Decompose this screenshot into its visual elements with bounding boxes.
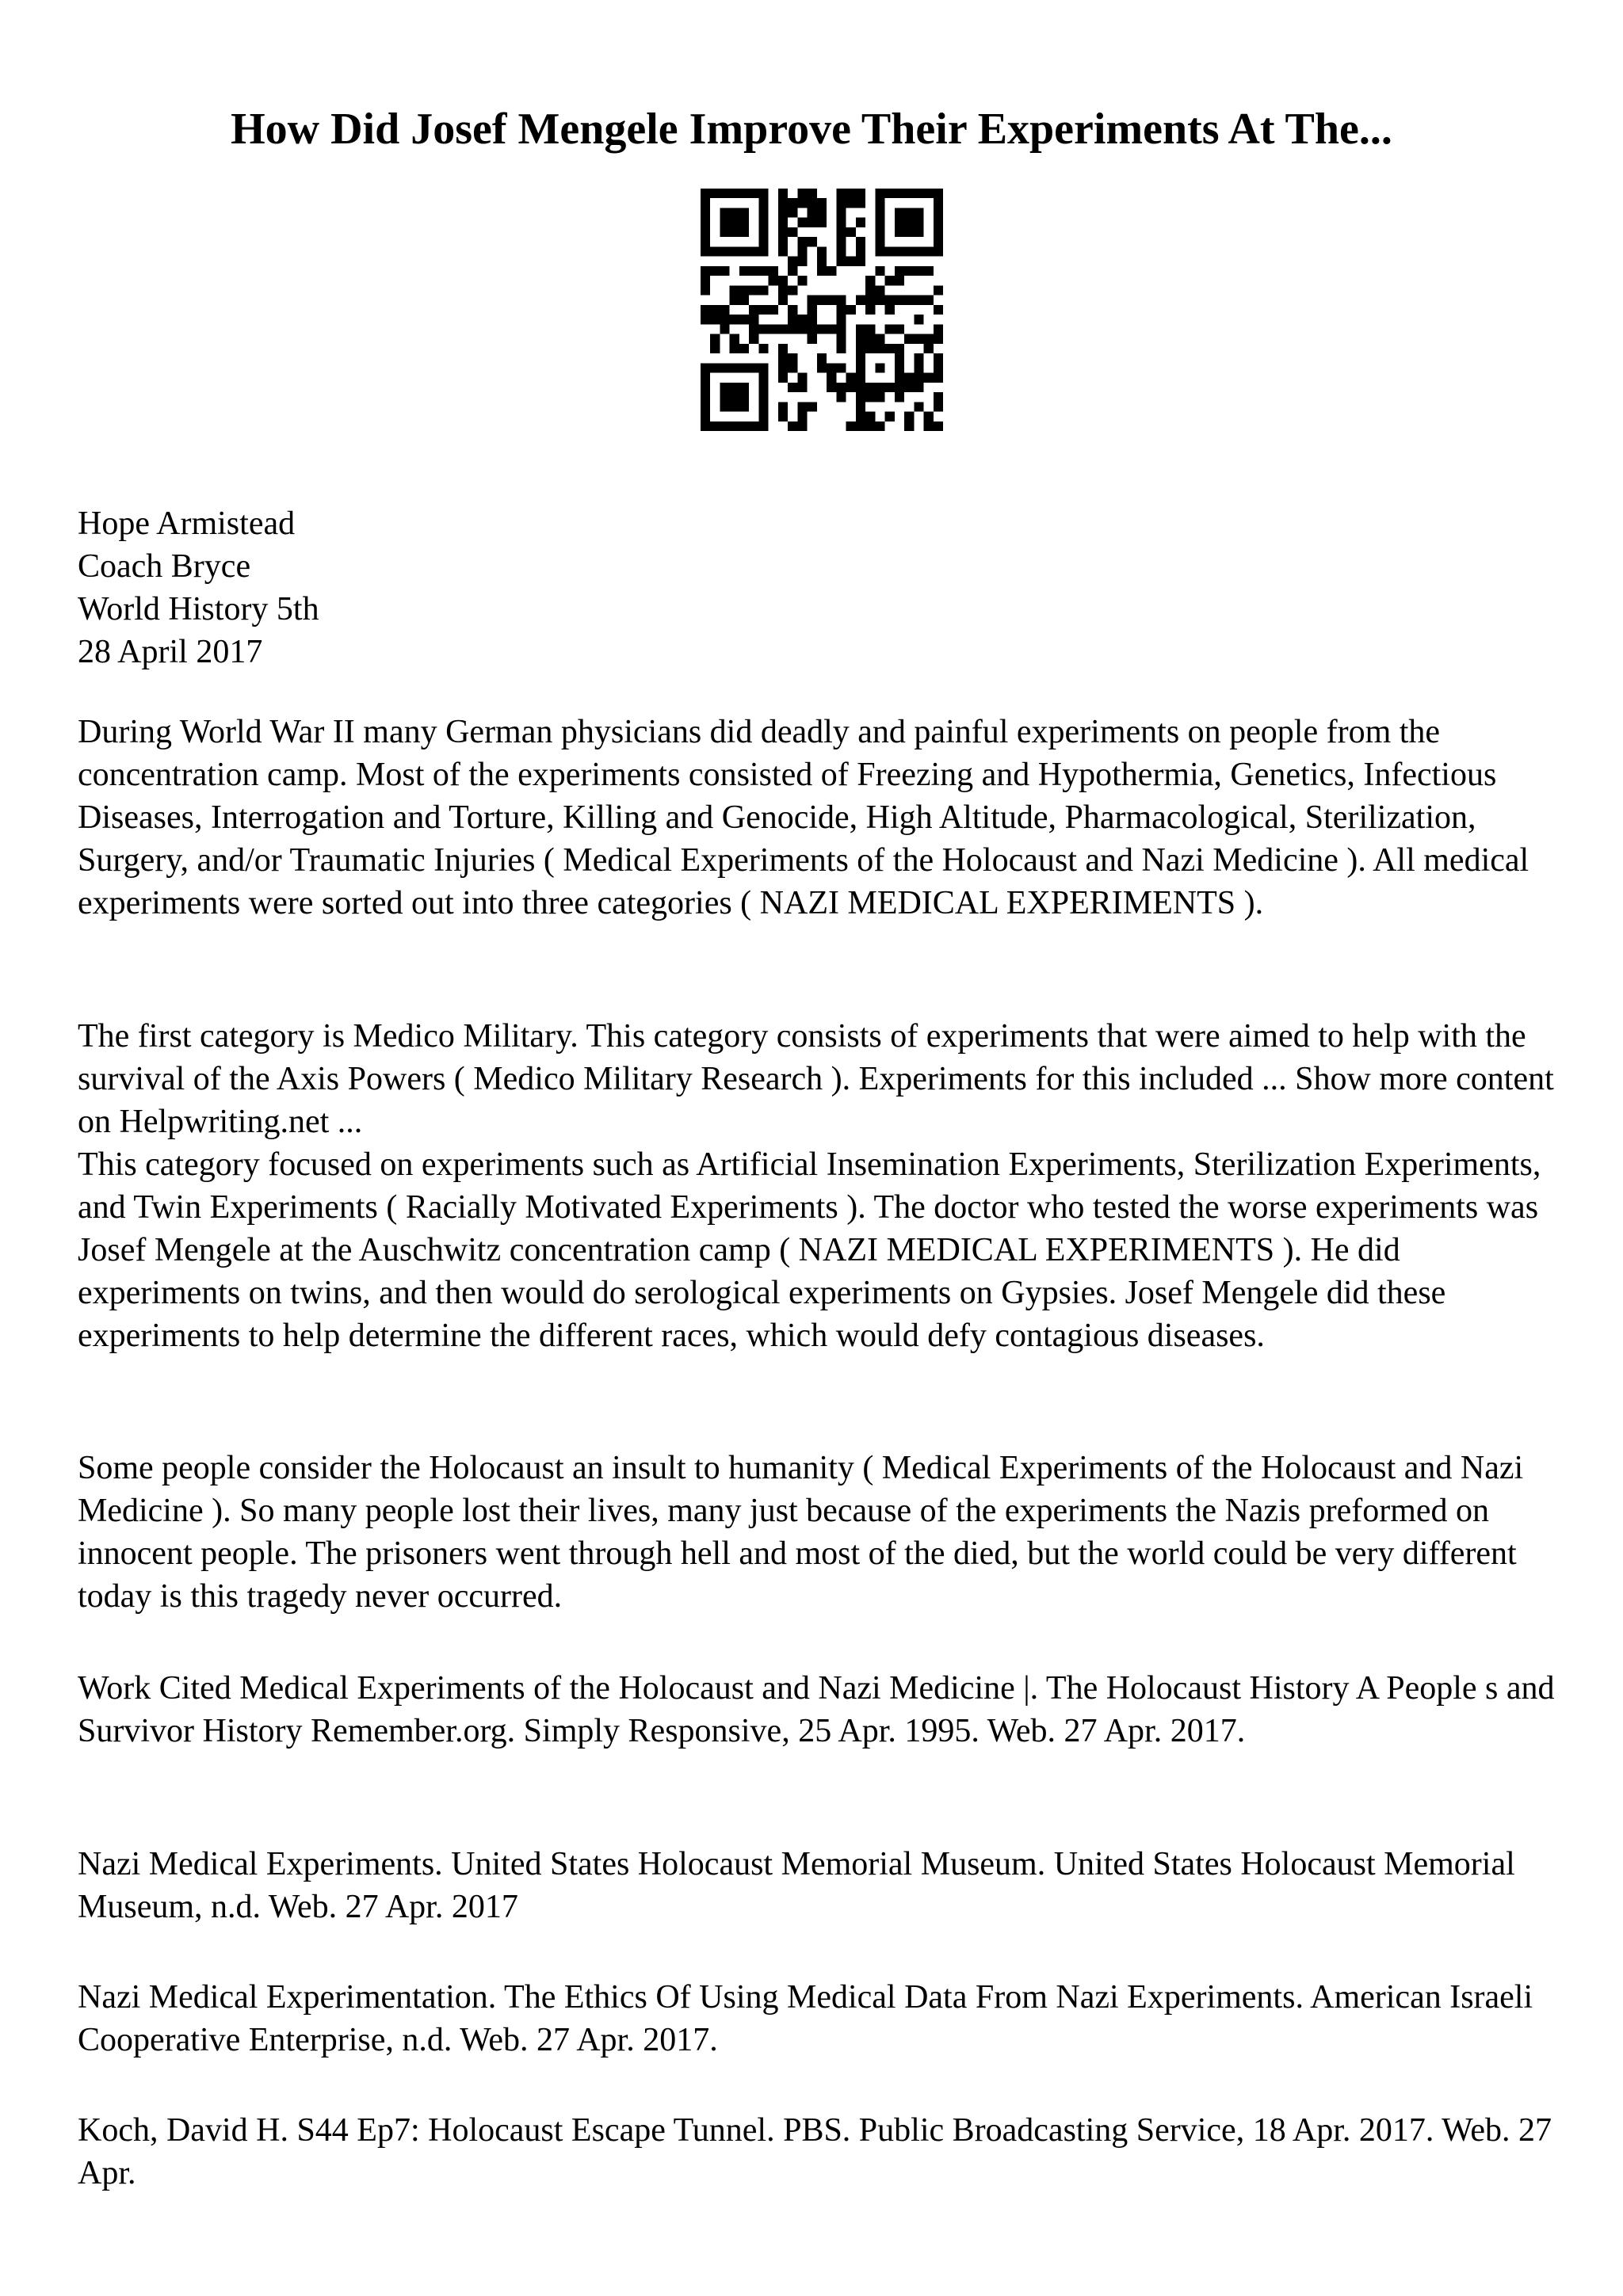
racial-experiments-text: This category focused on experiments such as Artificial Insemination Experiments, Sterilization Experiments, and Twin Experiments ( Racially Motivated Experiments ). The doctor who tested the worse experiments was Josef Mengele at the Auschwitz concentration camp ( NAZI MEDICAL EXPERIMENTS ). He did experiments on twins, and then would do serological experiments on Gypsies. Josef Mengele did these experiments to help determine the different races, which would defy contagious diseases. — [78, 1146, 1541, 1354]
medico-military-text: The first category is Medico Military. This category consists of experiments that were aimed to help with the survival of the Axis Powers ( Medico Military Research ). Experiments for this included ... Show more content on Helpwriting.net ... — [78, 1018, 1554, 1140]
intro-paragraph — [78, 711, 1568, 925]
citation — [78, 1843, 1568, 1928]
student-header — [78, 502, 1568, 673]
qr-code-icon — [701, 189, 943, 431]
citation — [78, 1976, 1568, 2061]
qr-code-modules — [701, 189, 943, 431]
class-name: World History 5th — [78, 591, 319, 627]
conclusion-paragraph — [78, 1447, 1568, 1618]
citation-text: Nazi Medical Experimentation. The Ethics Of Using Medical Data From Nazi Experiments. American Israeli Cooperative Enterprise, n.d. Web. 27 Apr. 2017. — [78, 1979, 1533, 2058]
citation-text: Koch, David H. S44 Ep7: Holocaust Escape Tunnel. PBS. Public Broadcasting Service, 18 Apr. 2017. Web. 27 Apr. — [78, 2112, 1552, 2191]
teacher-name: Coach Bryce — [78, 548, 251, 585]
citation-text: Nazi Medical Experiments. United States Holocaust Memorial Museum. United States Holocaust Memorial Museum, n.d. Web. 27 Apr. 2017 — [78, 1846, 1515, 1925]
citation — [78, 2109, 1568, 2195]
conclusion-paragraph-text: Some people consider the Holocaust an insult to humanity ( Medical Experiments of the Holocaust and Nazi Medicine ). So many people lost their lives, many just because of the experiments the Nazis preformed on innocent people. The prisoners went through hell and most of the died, but the world could be very different today is this tragedy never occurred. — [78, 1450, 1524, 1615]
essay-date: 28 April 2017 — [78, 634, 263, 670]
categories-paragraph — [78, 1015, 1568, 1357]
student-name: Hope Armistead — [78, 505, 296, 542]
citation-text: Work Cited Medical Experiments of the Holocaust and Nazi Medicine |. The Holocaust History A People s and Survivor History Remember.org. Simply Responsive, 25 Apr. 1995. Web. 27 Apr. 2017. — [78, 1670, 1555, 1749]
citation — [78, 1667, 1568, 1753]
intro-paragraph-text: During World War II many German physicians did deadly and painful experiments on people from the concentration camp. Most of the experiments consisted of Freezing and Hypothermia, Genetics, Infectious Diseases, Interrogation and Torture, Killing and Genocide, High Altitude, Pharmacological, Sterilization, Surgery, and/or Traumatic Injuries ( Medical Experiments of the Holocaust and Nazi Medicine ). All medical experiments were sorted out into three categories ( NAZI MEDICAL EXPERIMENTS ). — [78, 714, 1529, 921]
page-title: How Did Josef Mengele Improve Their Experiments At The... — [231, 105, 1392, 154]
